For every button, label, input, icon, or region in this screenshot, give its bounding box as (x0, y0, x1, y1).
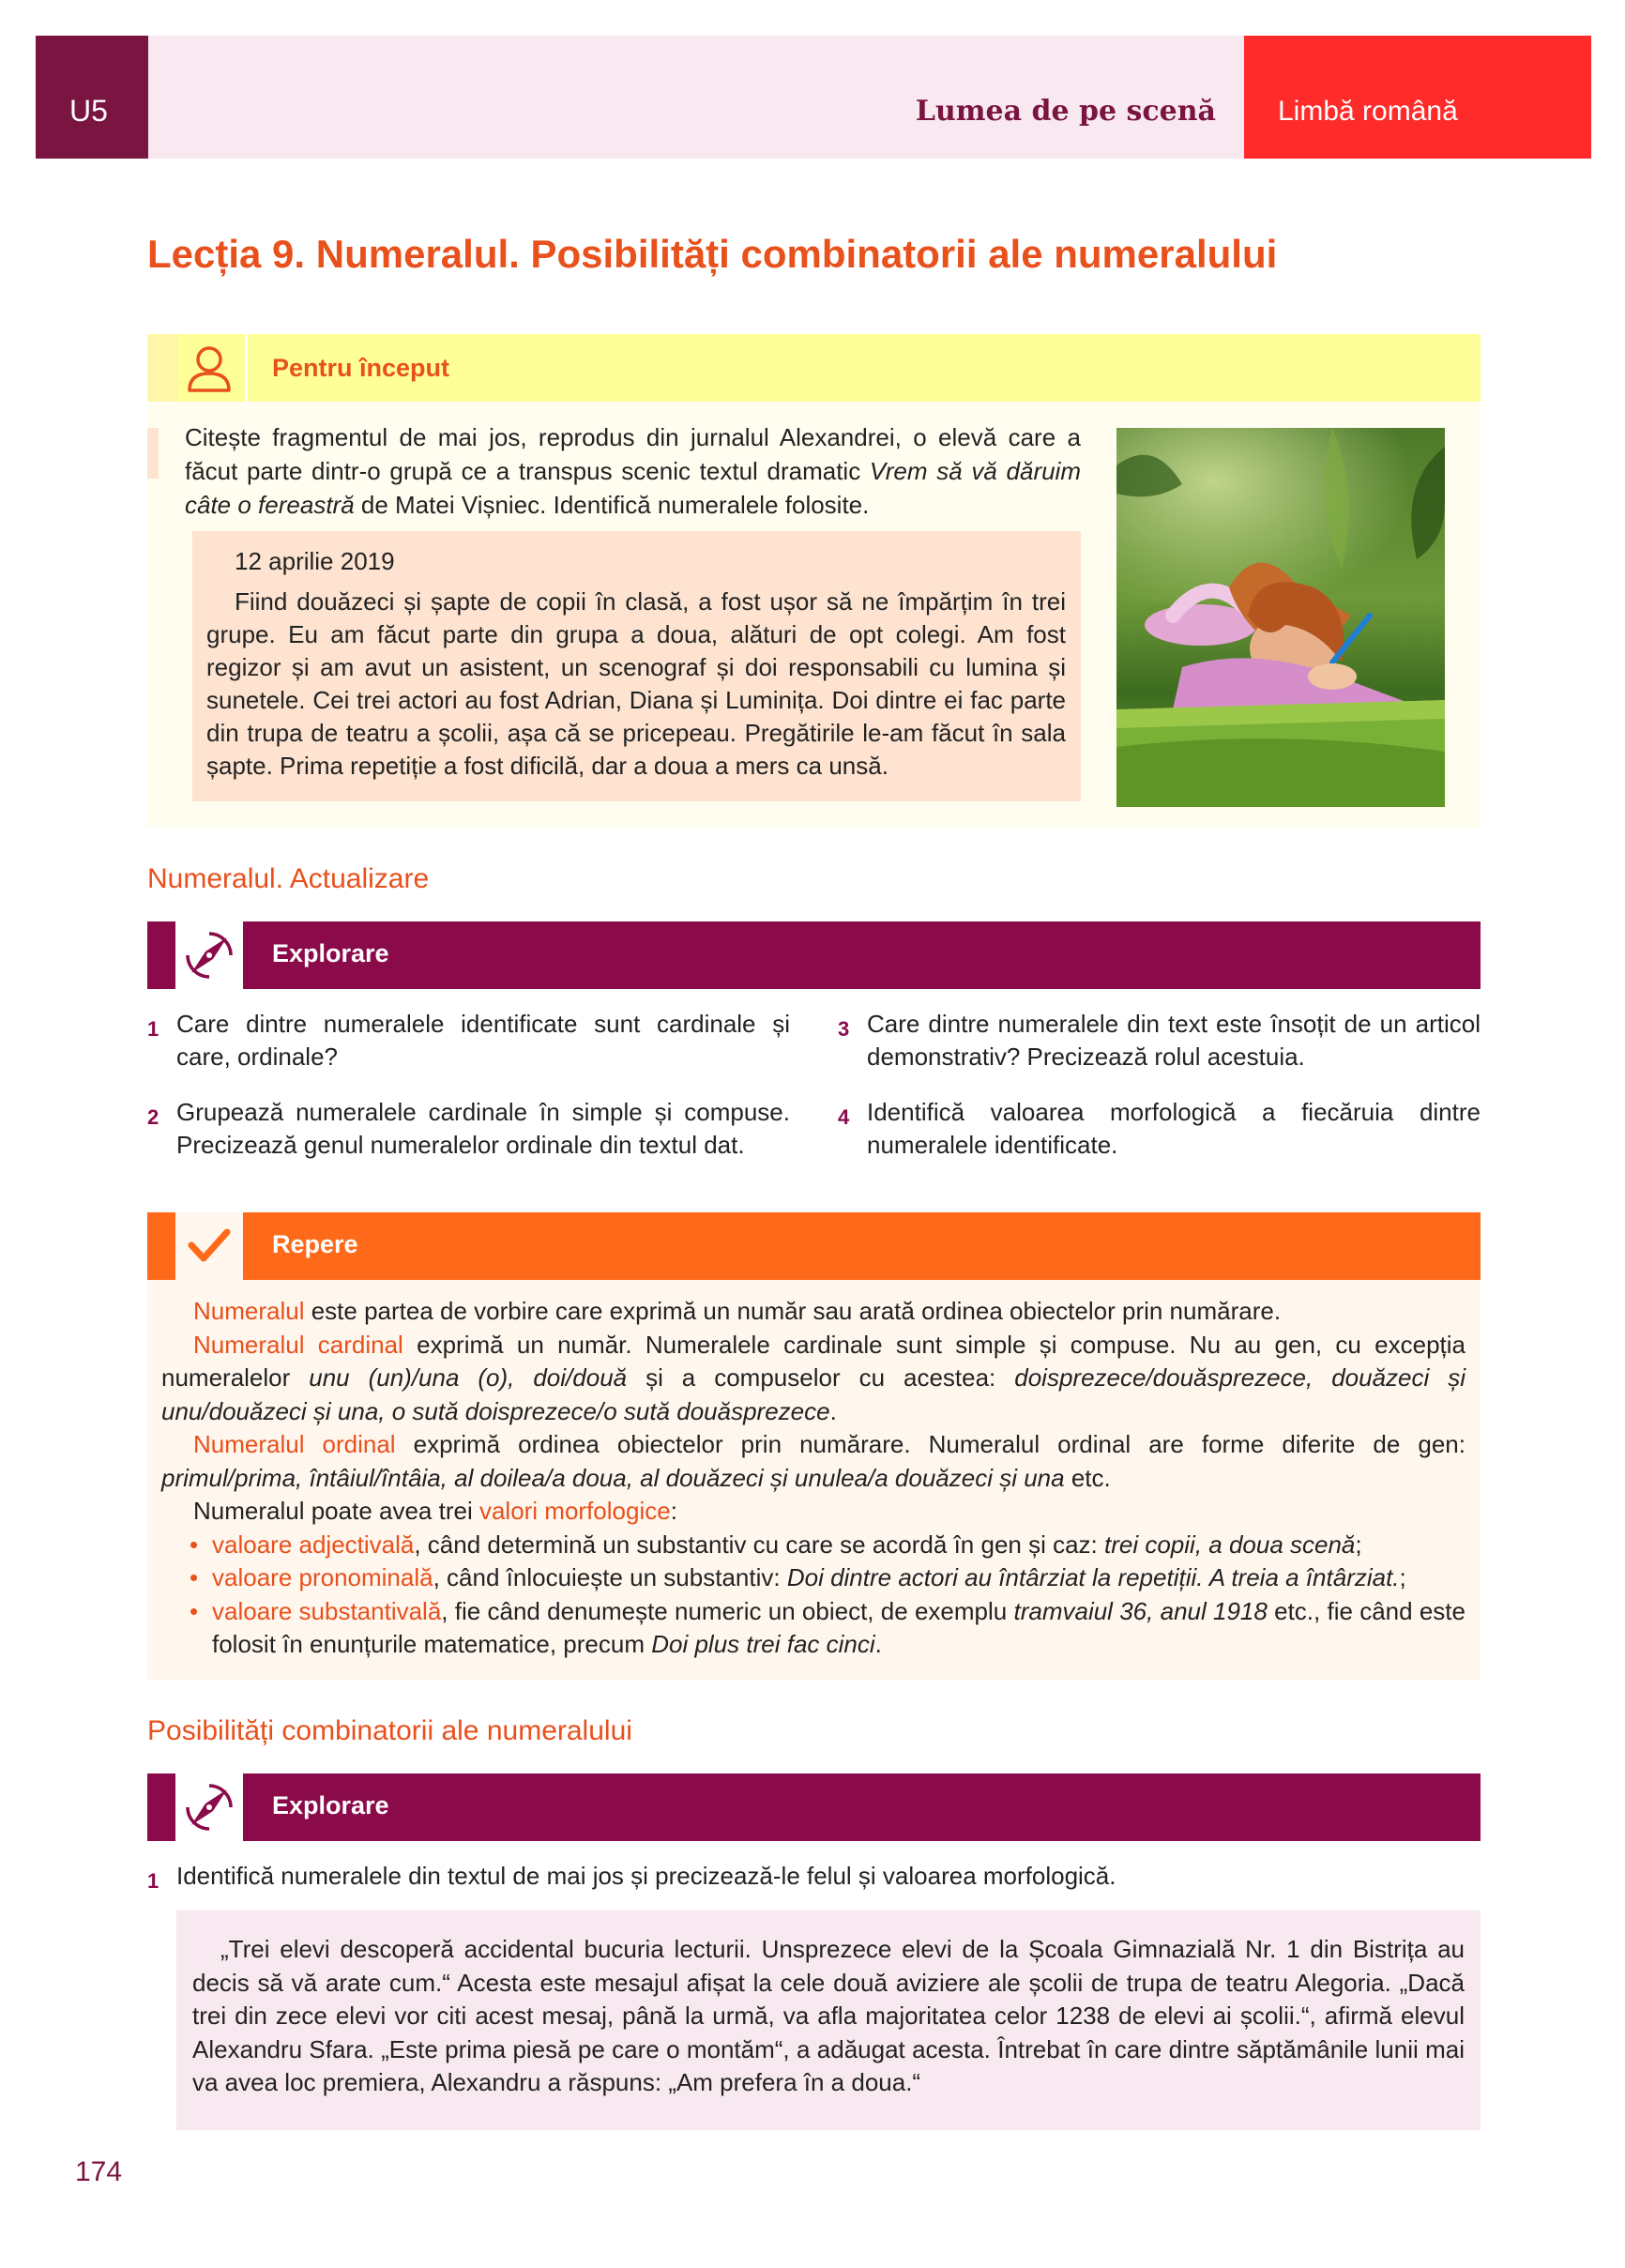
unit-label: U5 (69, 94, 108, 128)
example-text: unu (un)/una (o), doi/două (309, 1363, 628, 1392)
explorare-accent (147, 921, 175, 989)
page-number: 174 (75, 2156, 123, 2187)
question-number: 1 (147, 1017, 159, 1041)
journal-date: 12 aprilie 2019 (235, 547, 395, 575)
example-text: doisprezece/douăsprezece, douăzeci și unu/douăzeci și una, o sută doisprezece/o sută douăsprezece (161, 1363, 1466, 1425)
subject-label: Limbă română (1278, 96, 1458, 127)
repere-accent (147, 1212, 175, 1280)
checkmark-icon (186, 1223, 233, 1270)
definition-text: exprimă ordinea obiectelor prin numărare. Numeralul ordinal are forme diferite de gen: (395, 1430, 1466, 1458)
definition-text: etc., fie când este folosit în enunțurile matematice, precum (212, 1596, 1466, 1658)
question-text: Identifică valoarea morfologică a fiecăruia dintre numeralele identificate. (867, 1098, 1481, 1159)
question-number: 2 (147, 1105, 159, 1129)
values-list (161, 1529, 1466, 1662)
lesson-title: Lecția 9. Numeralul. Posibilități combinatorii ale numeralului (147, 232, 1278, 276)
repere-band (243, 1212, 1481, 1280)
explorare-label: Explorare (272, 1791, 389, 1819)
definition-text: etc. (1064, 1463, 1111, 1492)
pentru-inceput-label: Pentru început (272, 354, 450, 382)
punctuation: . (829, 1396, 837, 1425)
question-text: Care dintre numeralele identificate sunt cardinale și care, ordinale? (176, 1010, 790, 1071)
paragraph-marker (147, 428, 159, 479)
list-item (212, 1529, 1466, 1562)
definition-text: , când determină un substantiv cu care se acordă în gen și caz: (414, 1530, 1104, 1559)
intro-work-title: Vrem să vă dăruim câte o fereastră (185, 457, 1081, 519)
explorare-band (243, 1773, 1481, 1841)
punctuation: . (874, 1630, 882, 1658)
journal-text: Fiind douăzeci și șapte de copii în clasă, a fost ușor să ne împărțim în trei grupe. Eu am făcut parte din grupa a doua, alături de opt colegi. Am fost regizor și am avut un asistent, un scenograf și doi responsabili cu lumina și sunetele. Cei trei actori au fost Adrian, Diana și Luminița. Doi dintre ei fac parte din trupa de teatru a școlii, așa că se pricepeau. Pregătirile le-am făcut în sala șapte. Prima repetiție a fost dificilă, dar a doua a mers ca unsă. (206, 587, 1066, 780)
compass-icon (180, 926, 238, 984)
example-text: Doi plus trei fac cinci (651, 1630, 875, 1658)
explorare-band (243, 921, 1481, 989)
pentru-inceput-accent (147, 334, 178, 402)
question-text: Identifică numeralele din textul de mai jos și precizează-le felul și valoarea morfologică. (176, 1862, 1116, 1890)
definition-text: Numeralul poate avea trei (193, 1497, 479, 1525)
explorare-label: Explorare (272, 939, 389, 967)
compass-icon (180, 1778, 238, 1836)
term: valoare adjectivală (212, 1530, 415, 1559)
example-text: tramvaiul 36, anul 1918 (1013, 1596, 1268, 1625)
question-number: 4 (838, 1105, 850, 1129)
definition-text: , când înlocuiește un substantiv: (433, 1563, 787, 1591)
definition-text: exprimă un număr. Numeralele cardinale sunt simple și compuse. Nu au gen, cu excepția numeralelor (161, 1330, 1466, 1392)
definition-text: este partea de vorbire care exprimă un număr sau arată ordinea obiectelor prin numărare. (304, 1297, 1282, 1325)
term: Numeralul ordinal (193, 1430, 396, 1458)
example-text: primul/prima, întâiul/întâia, al doilea/a doua, al douăzeci și unulea/a douăzeci și una (161, 1463, 1065, 1492)
punctuation: : (670, 1497, 677, 1525)
section-heading-actualizare: Numeralul. Actualizare (147, 863, 430, 894)
example-text: Doi dintre actori au întârziat la repetiții. A treia a întârziat. (786, 1563, 1400, 1591)
intro-text: Citește fragmentul de mai jos, reprodus din jurnalul Alexandrei, o elevă care a făcut parte dintr-o grupă ce a transpus scenic textul dramatic (185, 423, 1081, 485)
pentru-inceput-intro (185, 420, 1081, 522)
repere-text (161, 1295, 1466, 1662)
girl-writing-photo (1116, 428, 1445, 807)
question-number: 3 (838, 1017, 850, 1041)
example-text: trei copii, a doua scenă (1104, 1530, 1356, 1559)
question-number: 1 (147, 1869, 159, 1893)
question-text: Care dintre numeralele din text este însoțit de un articol demonstrativ? Precizează rolul acestuia. (867, 1010, 1481, 1071)
unit-title: Lumea de pe scenă (915, 95, 1216, 128)
explorare-accent (147, 1773, 175, 1841)
header-title-band (148, 36, 1244, 159)
list-item (212, 1561, 1466, 1595)
band-separator (245, 334, 248, 402)
definition-text: , fie când denumește numeric un obiect, de exemplu (441, 1596, 1014, 1625)
definition-text: și a compuselor cu acestea: (627, 1363, 1015, 1392)
term: valoare substantivală (212, 1596, 442, 1625)
term: Numeralul cardinal (193, 1330, 403, 1359)
question-text: Grupează numeralele cardinale în simple și compuse. Precizează genul numeralelor ordinale din textul dat. (176, 1098, 790, 1159)
quote-text: „Trei elevi descoperă accidental bucuria lecturii. Unsprezece elevi de la Școala Gimnazială Nr. 1 din Bistrița au decis să vă arate cum.“ Acesta este mesajul afișat la cele două avizierе ale școlii de trupa de teatru Alegoria. „Dacă trei din zece elevi vor citi acest mesaj, până la urmă, va afla majoritatea celor 1238 de elevi ai școlii.“, afirmă elevul Alexandru Sfara. „Este prima piesă pe care o montăm“, a adăugat acesta. Întrebat în care dintre săptămânile lunii mai va avea loc premiera, Alexandru a răspuns: „Am prefera în a doua.“ (192, 1935, 1465, 2096)
unit-badge (36, 36, 148, 159)
repere-label: Repere (272, 1230, 358, 1258)
term: valoare pronominală (212, 1563, 433, 1591)
term: Numeralul (193, 1297, 305, 1325)
punctuation: ; (1355, 1530, 1362, 1559)
list-item (212, 1595, 1466, 1662)
intro-text-end: de Matei Vișniec. Identifică numeralele folosite. (354, 491, 870, 519)
punctuation: ; (1399, 1563, 1406, 1591)
term: valori morfologice (478, 1497, 671, 1525)
subject-badge (1244, 36, 1591, 159)
section-heading-combinatorii: Posibilități combinatorii ale numeralului (147, 1715, 632, 1746)
person-icon (184, 343, 235, 394)
